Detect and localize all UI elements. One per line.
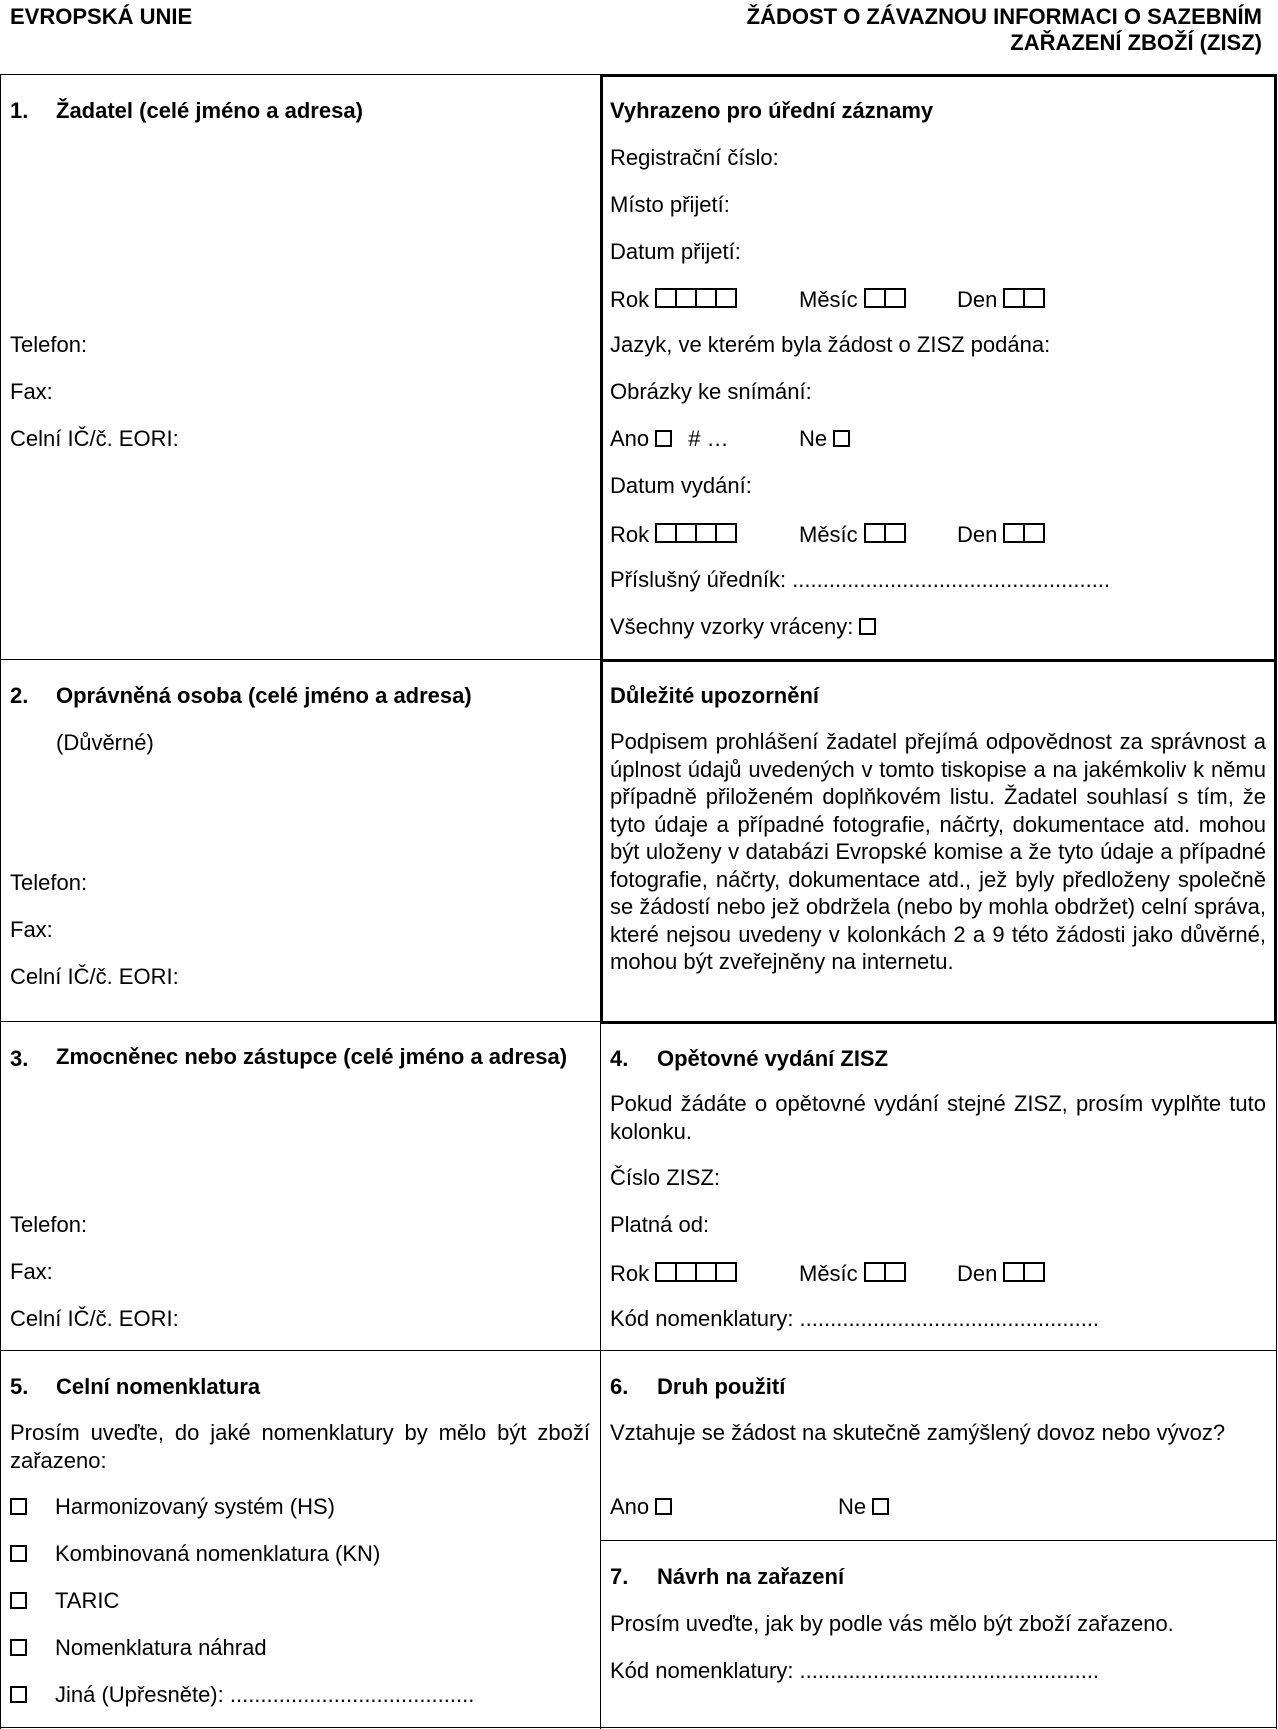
official-title: Vyhrazeno pro úřední záznamy (610, 98, 934, 123)
option-hs (10, 1496, 335, 1518)
option-other-checkbox[interactable] (10, 1686, 27, 1703)
receipt-year (610, 287, 737, 311)
box6-text: Vztahuje se žádost na skutečně zamýšlený dovoz nebo vývoz? (610, 1420, 1226, 1445)
box3-eori-label: Celní IČ/č. EORI: (10, 1306, 179, 1331)
box1-phone-label: Telefon: (10, 332, 88, 357)
option-label: Kombinovaná nomenklatura (KN) (55, 1541, 381, 1566)
issue-month (799, 522, 906, 546)
valid-month (799, 1261, 906, 1285)
digit-box (1023, 523, 1045, 543)
month-label: Měsíc (799, 1261, 858, 1286)
box5-number: 5. (10, 1374, 29, 1399)
digit-box (655, 1262, 677, 1282)
grid-row3 (0, 1350, 1277, 1351)
use-yes (610, 1496, 672, 1518)
images-count: # … (688, 426, 729, 451)
images-yes-checkbox[interactable] (655, 430, 672, 447)
receipt-day (957, 287, 1045, 311)
bti-number-label: Číslo ZISZ: (610, 1165, 721, 1190)
digit-box (1003, 1262, 1025, 1282)
images-no (799, 428, 850, 450)
images-yes (610, 428, 729, 450)
grid-row1-left (0, 659, 600, 660)
digit-box (715, 288, 737, 308)
no-label: Ne (838, 1494, 867, 1519)
option-refund (10, 1637, 267, 1659)
box2-eori-label: Celní IČ/č. EORI: (10, 964, 179, 989)
grid-row4-right (600, 1540, 1277, 1541)
header-title-line2: ZAŘAZENÍ ZBOŽÍ (ZISZ) (1010, 30, 1262, 55)
officer-label: Příslušný úředník: .................................................... (610, 567, 1111, 592)
day-label: Den (957, 1261, 998, 1286)
grid-left (0, 74, 1, 1729)
images-label: Obrázky ke snímání: (610, 379, 812, 404)
issue-year (610, 522, 737, 546)
digit-box (884, 288, 906, 308)
samples-returned-checkbox[interactable] (859, 618, 876, 635)
option-cn-checkbox[interactable] (10, 1545, 27, 1562)
date-of-receipt-label: Datum přijetí: (610, 239, 741, 264)
box7-nomenclature-code: Kód nomenklatury: ................................................. (610, 1658, 1100, 1683)
box3-title: Zmocněnec nebo zástupce (celé jméno a adresa) (56, 1044, 568, 1069)
digit-box (675, 288, 697, 308)
option-cn (10, 1543, 380, 1565)
box1-eori-label: Celní IČ/č. EORI: (10, 426, 179, 451)
option-label: TARIC (55, 1588, 120, 1613)
digit-box (715, 1262, 737, 1282)
valid-from-label: Platná od: (610, 1212, 710, 1237)
box4-number: 4. (610, 1046, 629, 1071)
images-no-checkbox[interactable] (833, 430, 850, 447)
option-other (10, 1684, 474, 1706)
digit-box (1003, 523, 1025, 543)
digit-box (864, 1262, 886, 1282)
box4-nomenclature-code: Kód nomenklatury: ................................................. (610, 1306, 1100, 1331)
date-of-issue-label: Datum vydání: (610, 473, 752, 498)
digit-box (715, 523, 737, 543)
box2-phone-label: Telefon: (10, 870, 88, 895)
box2-title: Oprávněná osoba (celé jméno a adresa) (56, 683, 472, 708)
option-refund-checkbox[interactable] (10, 1639, 27, 1656)
no-label: Ne (799, 426, 828, 451)
option-label: Nomenklatura náhrad (55, 1635, 267, 1660)
digit-box (1023, 288, 1045, 308)
digit-box (884, 523, 906, 543)
digit-box (884, 1262, 906, 1282)
box2-confidential: (Důvěrné) (56, 730, 154, 755)
use-yes-checkbox[interactable] (655, 1498, 672, 1515)
option-taric (10, 1590, 119, 1612)
box6-number: 6. (610, 1374, 629, 1399)
notice-text: Podpisem prohlášení žadatel přejímá odpovědnost za správnost a úplnost údajů uvedených v tomto tiskopise a na jakémkoliv k němu případně přiloženém doplňkovém listu. Žadatel souhlasí s tím, že tyto údaje a případné fotografie, náčrty, dokumentace atd. mohou být uloženy v databázi Evropské komise a že tyto údaje a případné fotografie, náčrty, dokumentace atd., jež byly předloženy společně se žádostí nebo jež obdržela (nebo by mohla obdržet) celní správa, které nejsou uvedeny v kolonkách 2 a 9 této žádosti jako důvěrné, mohou být zveřejněny na internetu. (610, 729, 1266, 974)
day-label: Den (957, 522, 998, 547)
option-label: Harmonizovaný systém (HS) (55, 1494, 335, 1519)
month-digit-boxes (864, 522, 906, 546)
box6-title: Druh použití (657, 1374, 786, 1399)
digit-box (675, 523, 697, 543)
digit-box (695, 523, 717, 543)
digit-box (695, 288, 717, 308)
valid-day (957, 1261, 1045, 1285)
header-title-line1: ŽÁDOST O ZÁVAZNOU INFORMACI O SAZEBNÍM (746, 4, 1262, 29)
year-label: Rok (610, 522, 650, 547)
digit-box (1023, 1262, 1045, 1282)
box5-text: Prosím uveďte, do jaké nomenklatury by mělo být zboží zařazeno: (10, 1420, 590, 1473)
year-digit-boxes (655, 522, 737, 546)
issue-day (957, 522, 1045, 546)
grid-bottom (0, 1727, 1277, 1728)
digit-box (655, 523, 677, 543)
box1-number: 1. (10, 98, 29, 123)
yes-label: Ano (610, 426, 650, 451)
valid-year (610, 1261, 737, 1285)
box3-fax-label: Fax: (10, 1259, 53, 1284)
box1-title: Žadatel (celé jméno a adresa) (56, 98, 363, 123)
year-digit-boxes (655, 1261, 737, 1285)
digit-box (864, 523, 886, 543)
place-of-receipt-label: Místo přijetí: (610, 192, 730, 217)
language-label: Jazyk, ve kterém byla žádost o ZISZ podána: (610, 332, 1051, 357)
year-digit-boxes (655, 287, 737, 311)
samples-returned (610, 616, 876, 638)
box7-title: Návrh na zařazení (657, 1564, 845, 1589)
year-label: Rok (610, 287, 650, 312)
box3-phone-label: Telefon: (10, 1212, 88, 1237)
option-taric-checkbox[interactable] (10, 1592, 27, 1609)
month-digit-boxes (864, 287, 906, 311)
use-no-checkbox[interactable] (872, 1498, 889, 1515)
day-digit-boxes (1003, 1261, 1045, 1285)
box5-title: Celní nomenklatura (56, 1374, 261, 1399)
year-label: Rok (610, 1261, 650, 1286)
yes-label: Ano (610, 1494, 650, 1519)
notice-title: Důležité upozornění (610, 683, 819, 708)
samples-returned-label: Všechny vzorky vráceny: (610, 614, 854, 639)
day-digit-boxes (1003, 522, 1045, 546)
day-label: Den (957, 287, 998, 312)
month-label: Měsíc (799, 522, 858, 547)
digit-box (695, 1262, 717, 1282)
option-label: Jiná (Upřesněte): ........................................ (55, 1682, 475, 1707)
digit-box (1003, 288, 1025, 308)
box7-text: Prosím uveďte, jak by podle vás mělo být zboží zařazeno. (610, 1611, 1174, 1636)
header-eu: EVROPSKÁ UNIE (10, 4, 193, 29)
option-hs-checkbox[interactable] (10, 1498, 27, 1515)
month-label: Měsíc (799, 287, 858, 312)
box1-fax-label: Fax: (10, 379, 53, 404)
use-no (838, 1496, 889, 1518)
box2-fax-label: Fax: (10, 917, 53, 942)
day-digit-boxes (1003, 287, 1045, 311)
registration-number-label: Registrační číslo: (610, 145, 779, 170)
grid-row2-left (0, 1021, 600, 1022)
box2-number: 2. (10, 683, 29, 708)
box4-title: Opětovné vydání ZISZ (657, 1046, 889, 1071)
box3-number: 3. (10, 1046, 29, 1071)
box7-number: 7. (610, 1564, 629, 1589)
month-digit-boxes (864, 1261, 906, 1285)
box4-text: Pokud žádáte o opětovné vydání stejné ZISZ, prosím vyplňte tuto kolonku. (610, 1091, 1266, 1144)
receipt-month (799, 287, 906, 311)
digit-box (675, 1262, 697, 1282)
digit-box (655, 288, 677, 308)
digit-box (864, 288, 886, 308)
